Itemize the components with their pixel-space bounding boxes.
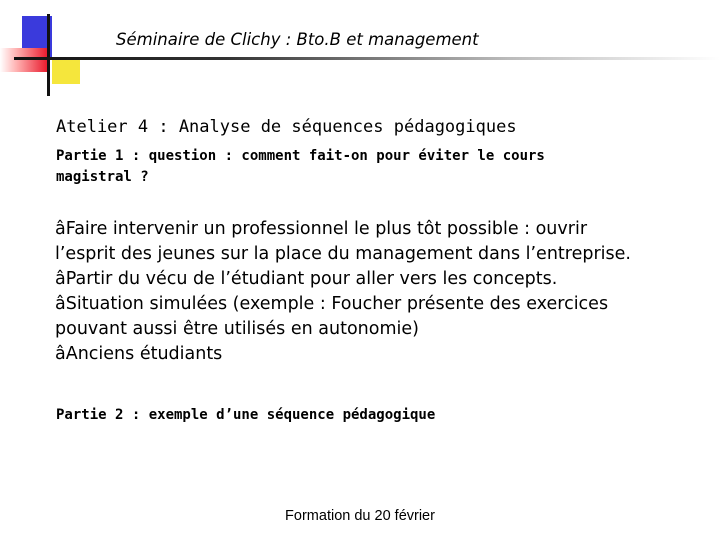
bullet-text: Anciens étudiants (65, 344, 223, 364)
slide-footer: Formation du 20 février (285, 508, 435, 524)
bullet-marker: â (55, 219, 66, 239)
partie-2-heading: Partie 2 : exemple d’une séquence pédagogique (56, 407, 436, 423)
atelier-title: Atelier 4 : Analyse de séquences pédagogiques (56, 117, 517, 137)
slide-header-title: Séminaire de Clichy : Bto.B et management (116, 30, 479, 49)
partie-1-question: Partie 1 : question : comment fait-on pour éviter le cours magistral ? (56, 148, 545, 185)
bullet-list (55, 217, 695, 367)
vertical-rule (47, 14, 50, 96)
bullet-text: Partir du vécu de l’étudiant pour aller vers les concepts. (65, 269, 558, 289)
bullet-text: Faire intervenir un professionnel le plus tôt possible : ouvrir l’esprit des jeunes sur la place du management dans l’entreprise. (55, 219, 631, 264)
bullet-item (55, 292, 695, 342)
bullet-item (55, 342, 695, 367)
bullet-item (55, 217, 695, 267)
bullet-marker: â (55, 294, 66, 314)
horizontal-rule (14, 57, 720, 60)
bullet-text: Situation simulées (exemple : Foucher présente des exercices pouvant aussi être utilisés en autonomie) (55, 294, 609, 339)
bullet-marker: â (55, 269, 66, 289)
bullet-marker: â (55, 344, 66, 364)
red-bar-decoration (0, 48, 48, 72)
yellow-square-decoration (52, 58, 80, 84)
bullet-item (55, 267, 695, 292)
